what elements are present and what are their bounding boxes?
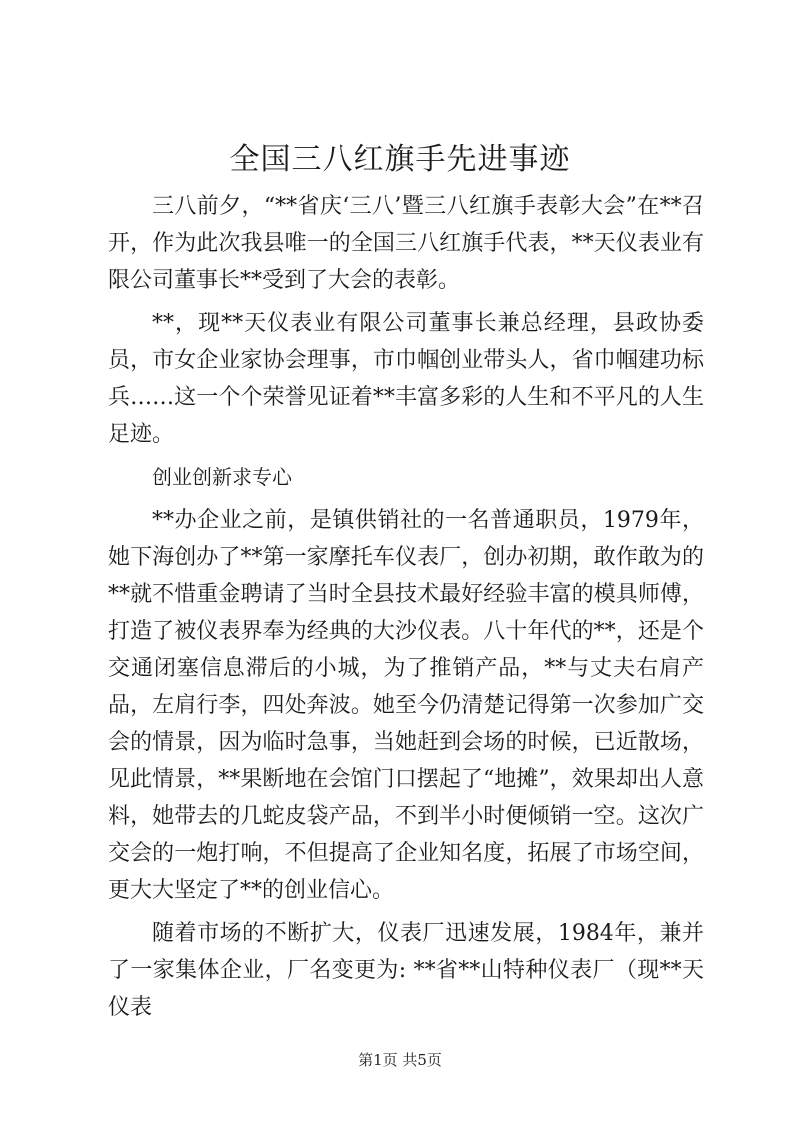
- paragraph-intro: 三八前夕，“**省庆‘三八’暨三八红旗手表彰大会”在**召开，作为此次我县唯一的全国三八红旗手代表，**天仪表业有限公司董事长**受到了大会的表彰。: [108, 194, 704, 293]
- paragraph-expansion: 随着市场的不断扩大，仪表厂迅速发展，1984年，兼并了一家集体企业，厂名变更为: **省**山特种仪表厂（现**天仪表: [108, 921, 704, 1020]
- paragraph-honors: **，现**天仪表业有限公司董事长兼总经理，县政协委员，市女企业家协会理事，市巾帼创业带头人，省巾帼建功标兵……这一个个荣誉见证着**丰富多彩的人生和不平凡的人生足迹。: [108, 311, 704, 447]
- section-heading: 创业创新求专心: [152, 465, 292, 489]
- page-title: 全国三八红旗手先进事迹: [229, 142, 571, 177]
- document-body: [108, 188, 704, 1032]
- page-footer: 第1页 共5页: [358, 1051, 442, 1069]
- paragraph-founding: **办企业之前，是镇供销社的一名普通职员，1979年，她下海创办了**第一家摩托车仪表厂，创办初期，敢作敢为的**就不惜重金聘请了当时全县技术最好经验丰富的模具师傅，打造了被仪表界奉为经典的大沙仪表。八十年代的**，还是个交通闭塞信息滞后的小城，为了推销产品，**与丈夫右肩产品，左肩行李，四处奔波。她至今仍清楚记得第一次参加广交会的情景，因为临时急事，当她赶到会场的时候，已近散场，见此情景，**果断地在会馆门口摆起了“地摊”，效果却出人意料，她带去的几蛇皮袋产品，不到半小时便倾销一空。这次广交会的一炮打响，不但提高了企业知名度，拓展了市场空间，更大大坚定了**的创业信心。: [108, 508, 704, 903]
